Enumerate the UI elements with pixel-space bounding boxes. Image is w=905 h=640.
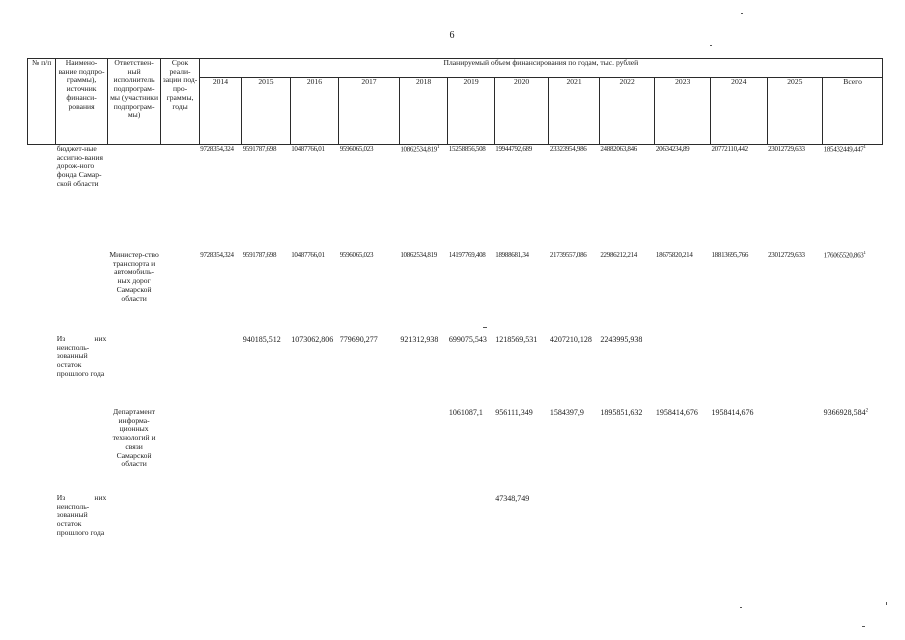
cell-value: [710, 335, 767, 408]
value-text: 9728354,324: [200, 145, 234, 153]
cell-value: [339, 145, 400, 252]
cell-value: [339, 335, 400, 408]
value-text: 9591787,698: [242, 251, 277, 259]
cell-value: [710, 494, 767, 564]
name-lead-word: Из: [56, 494, 66, 502]
value-text: 921312,938: [400, 335, 439, 344]
value-text: 18813695,766: [711, 251, 749, 259]
cell-value: [199, 494, 241, 564]
header-year-2021: 2021: [549, 77, 600, 144]
cell-value: [242, 335, 291, 408]
value-text: 9728354,324: [200, 251, 234, 259]
cell-value: [494, 251, 549, 335]
header-planned-financing: Планируемый объем финансирования по годам, тыс. рублей: [199, 59, 882, 78]
value-text: 10862534,819: [400, 145, 437, 154]
value-text: 14197769,408: [448, 251, 486, 259]
cell-value: [599, 335, 655, 408]
cell-value: [290, 145, 339, 252]
value-text: 9596065,023: [339, 251, 374, 259]
cell-value: [399, 408, 448, 494]
cell-value: [399, 251, 448, 335]
scan-speck: [862, 626, 865, 627]
scan-speck: [483, 327, 487, 328]
cell-value: [448, 335, 494, 408]
name-text: неисполь-зованный остаток прошлого года: [56, 501, 105, 537]
value-text: 10862534,819: [400, 251, 437, 259]
header-year-2015: 2015: [242, 77, 291, 144]
cell-value: [655, 494, 711, 564]
cell-value: [494, 408, 549, 494]
value-text: 176065520,863: [823, 251, 864, 260]
cell-value: [549, 408, 600, 494]
value-text: 9366928,584: [823, 408, 866, 417]
cell-total: [823, 251, 883, 335]
cell-value: [767, 408, 823, 494]
value-text: 23012729,633: [768, 251, 805, 259]
footnote-mark: 1: [863, 145, 866, 150]
name-text: неисполь-зованный остаток прошлого года: [56, 342, 105, 378]
header-year-2022: 2022: [599, 77, 655, 144]
value-text: 10487766,01: [291, 251, 325, 259]
cell-value: [199, 408, 241, 494]
table-row: [28, 494, 883, 564]
cell-value: [290, 251, 339, 335]
value-text: 23012729,633: [768, 145, 805, 153]
cell-term: [161, 408, 199, 494]
cell-term: [161, 251, 199, 335]
value-text: 23323954,986: [549, 145, 587, 153]
cell-value: [710, 251, 767, 335]
value-text: 21739557,086: [549, 251, 587, 259]
cell-no: [28, 251, 56, 335]
cell-value: [290, 408, 339, 494]
cell-value: [399, 494, 448, 564]
cell-value: [549, 494, 600, 564]
cell-term: [161, 335, 199, 408]
value-text: 185432449,447: [823, 145, 864, 154]
value-text: 1061087,1: [448, 408, 483, 417]
header-year-2017: 2017: [339, 77, 400, 144]
cell-value: [242, 251, 291, 335]
value-text: 779690,277: [339, 335, 378, 344]
cell-term: [161, 494, 199, 564]
cell-value: [242, 494, 291, 564]
cell-value: [339, 251, 400, 335]
header-year-2024: 2024: [710, 77, 767, 144]
cell-value: [494, 145, 549, 252]
table-row: [28, 145, 883, 252]
cell-value: [199, 335, 241, 408]
cell-no: [28, 145, 56, 252]
value-text: 1073062,806: [291, 335, 334, 344]
scan-speck: [740, 607, 742, 608]
cell-value: [767, 494, 823, 564]
cell-responsible: Департамент информа-ционных технологий и связи Самарской области: [112, 408, 156, 469]
footnote-mark: 1: [863, 251, 866, 256]
cell-value: [242, 408, 291, 494]
cell-value: [290, 494, 339, 564]
value-text: 22986212,214: [600, 251, 638, 259]
value-text: 1218569,531: [495, 335, 538, 344]
value-text: 9596065,023: [339, 145, 374, 153]
cell-name: [56, 251, 108, 335]
cell-value: [339, 494, 400, 564]
value-text: 1958414,676: [655, 408, 698, 417]
cell-value: [448, 408, 494, 494]
table-row: [28, 335, 883, 408]
cell-value: [199, 145, 241, 252]
header-name: Наимено-вание подпро-граммы), источник финанси-рования: [56, 59, 108, 145]
cell-value: [599, 494, 655, 564]
value-text: 18988681,34: [495, 251, 529, 259]
cell-value: [448, 494, 494, 564]
cell-value: [655, 251, 711, 335]
cell-value: [767, 145, 823, 252]
cell-responsible: [107, 145, 161, 252]
cell-value: [399, 145, 448, 252]
cell-value: [599, 145, 655, 252]
cell-name: [56, 145, 108, 252]
header-responsible: Ответствен-ный исполнитель подпрограм-мы (участники подпрограм-мы): [107, 59, 161, 145]
cell-no: [28, 494, 56, 564]
footnote-mark: 1: [436, 145, 440, 150]
value-text: 940185,512: [242, 335, 281, 344]
cell-name: [56, 494, 108, 564]
footnote-mark: 2: [865, 408, 869, 414]
cell-value: [710, 145, 767, 252]
header-term: Срок реали-зации под-про-граммы, годы: [161, 59, 199, 145]
cell-value: [549, 251, 600, 335]
value-text: 10487766,01: [291, 145, 325, 153]
cell-value: [599, 251, 655, 335]
value-text: 1895851,632: [600, 408, 643, 417]
table-row: [28, 251, 883, 335]
value-text: 2243995,938: [600, 335, 643, 344]
cell-responsible: [107, 494, 161, 564]
value-text: 9591787,698: [242, 145, 277, 153]
name-text: бюджет-ные ассигно-вания дорож-ного фонда Самар-ской области: [56, 144, 103, 188]
value-text: 24882063,846: [600, 145, 638, 153]
cell-value: [767, 251, 823, 335]
page-number: 6: [449, 30, 455, 41]
cell-value: [549, 145, 600, 252]
value-text: 20772110,442: [711, 145, 748, 153]
header-year-2023: 2023: [655, 77, 711, 144]
value-text: 956111,349: [495, 408, 533, 417]
cell-responsible: [107, 335, 161, 408]
header-year-2020: 2020: [494, 77, 549, 144]
scan-speck: [886, 602, 887, 605]
cell-value: [399, 335, 448, 408]
scan-speck: [710, 45, 712, 46]
financing-table: [27, 58, 883, 564]
cell-value: [339, 408, 400, 494]
cell-name: [56, 408, 108, 494]
cell-value: [290, 335, 339, 408]
cell-total: [823, 408, 883, 494]
name-lead-word: них: [94, 335, 107, 343]
cell-no: [28, 408, 56, 494]
cell-value: [655, 408, 711, 494]
cell-value: [448, 145, 494, 252]
value-text: 4207210,128: [549, 335, 592, 344]
cell-value: [710, 408, 767, 494]
cell-value: [494, 494, 549, 564]
header-year-2025: 2025: [767, 77, 823, 144]
cell-value: [655, 145, 711, 252]
cell-name: [56, 335, 108, 408]
cell-value: [494, 335, 549, 408]
value-text: 47348,749: [495, 494, 530, 503]
cell-value: [199, 251, 241, 335]
name-lead-word: них: [94, 494, 107, 502]
scan-speck: [741, 13, 743, 14]
cell-total: [823, 145, 883, 252]
cell-value: [655, 335, 711, 408]
value-text: 1584397,9: [549, 408, 584, 417]
name-lead-word: Из: [56, 335, 66, 343]
cell-value: [549, 335, 600, 408]
value-text: 1958414,676: [711, 408, 754, 417]
value-text: 699075,543: [448, 335, 487, 344]
value-text: 19944792,689: [495, 145, 532, 153]
value-text: 20634234,89: [655, 145, 690, 153]
cell-responsible: Министер-ство транспорта и автомобиль-ных дорог Самарской области: [109, 251, 159, 303]
cell-value: [767, 335, 823, 408]
header-year-total: Всего: [823, 77, 883, 144]
header-no: № п/п: [28, 59, 56, 145]
cell-no: [28, 335, 56, 408]
cell-total: [823, 494, 883, 564]
cell-value: [599, 408, 655, 494]
header-year-2016: 2016: [290, 77, 339, 144]
cell-value: [242, 145, 291, 252]
table-row: [28, 408, 883, 494]
cell-term: [161, 145, 199, 252]
value-text: 15258856,508: [448, 145, 486, 153]
cell-total: [823, 335, 883, 408]
cell-value: [448, 251, 494, 335]
header-year-2019: 2019: [448, 77, 494, 144]
header-year-2014: 2014: [199, 77, 241, 144]
header-year-2018: 2018: [399, 77, 448, 144]
value-text: 18675820,214: [655, 251, 693, 259]
